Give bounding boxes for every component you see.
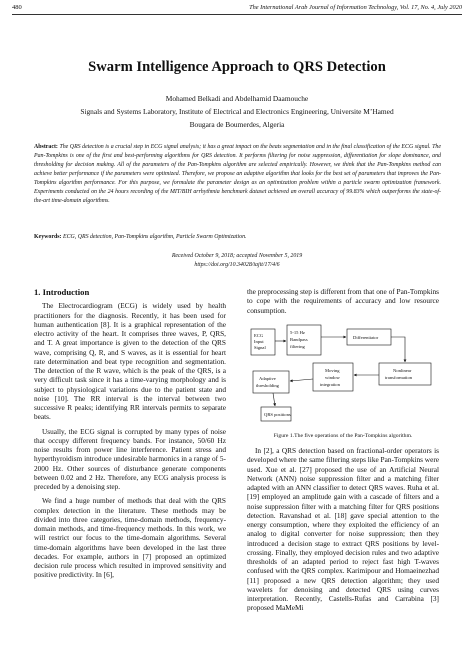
keywords-text: ECG, QRS detection, Pan-Tompkins algorithm, Particle Swarm Optimization. (62, 234, 247, 240)
right-column-bottom (247, 446, 439, 618)
moving-window-node (313, 363, 353, 391)
doi-link[interactable]: https://doi.org/10.34028/iajit/17/4/6 (194, 262, 280, 268)
page-number: 480 (12, 4, 22, 11)
paper-title: Swarm Intelligence Approach to QRS Detection (88, 59, 386, 75)
arrow (391, 337, 405, 362)
arrow (273, 393, 275, 406)
ecg-input-node (251, 329, 275, 355)
nonlinear-label: transformation (385, 375, 413, 380)
nonlinear-transformation-node (379, 363, 431, 385)
affiliation-line-1: Signals and Systems Laboratory, Institute of Electrical and Electronics Engineering, Universite M’Hamed (80, 107, 394, 116)
moving-window-label: integration (320, 382, 340, 387)
paragraph: In [2], a QRS detection based on fractional-order operators is developed where the same filtering steps like Pan-Tompkins were used. Xue et al. [27] proposed the use of an Artificial Neural Network (ANN) noise suppression filter and a matching filter adapted with an ANN classifier to detect QRS waves. Ruha et al. [19] employed an amplitude gain with a cascade of filters and a noise suppression filter with a matching filter for QRS positions detection. Ravanshad et al. [18] gave special attention to the energy consumption, where they exploited the efficiency of an analog to digital converter for noise suppression; then they introduced a decision stage to extract QRS positions by level-crossing. Finally, they employed decision rules and two adaptive thresholds of an adapted period to reject fast high T-waves confused with the QRS complex. Karimipour and Homaeinezhad [11] proposed a new QRS detection algorithm; they used wavelets for denoising and detected QRS using curves interpretation. Recently, Castells-Rufas and Carrabina [3] proposed MaMeMi (247, 446, 439, 613)
adaptive-thresholding-node (253, 371, 289, 393)
running-head (12, 4, 462, 14)
adaptive-label: Adaptive (259, 376, 276, 381)
ecg-input-label: Signal (254, 345, 266, 350)
left-column (34, 288, 226, 585)
abstract (34, 143, 441, 206)
ecg-input-label: ECG (254, 333, 264, 338)
qrs-positions-label: QRS positions (264, 412, 291, 417)
moving-window-label: Moving (325, 368, 340, 373)
differentiator-label: Differentiator (353, 335, 379, 340)
paragraph: the preprocessing step is different from that one of Pan-Tompkins to cope with the requirements of accuracy and low resource consumption. (247, 287, 439, 315)
paragraph: The Electrocardiogram (ECG) is widely used by health practitioners for the diagnosis. Recently, it has been used for human authentication [8]. It is a graphical representation of the electro activity of the heart. It comprises three waves, P, QRS, and T. A great importance is given to the detection of the QRS wave, comprising Q, R, and S waves, as it is essential for heart rate determination and beat type recognition and segmentation. The detection of the R wave, which is the peak of the QRS, is a very difficult task since it has a time-varying morphology and is subject to physiological variations due to the patient state and noise [10]. The RR interval is the interval between two successive R peaks; identifying RR intervals permits to separate beats. (34, 301, 226, 422)
arrow (290, 379, 313, 381)
nonlinear-label: Nonlinear (393, 368, 412, 373)
adaptive-label: thresholding (256, 383, 279, 388)
ecg-input-label: Input (254, 339, 264, 344)
keywords-label: Keywords: (34, 234, 62, 240)
affiliation-line-2: Bougara de Boumerdes, Algeria (189, 120, 285, 129)
bandpass-label: filtering (290, 344, 305, 349)
abstract-text: The QRS detection is a crucial step in ECG signal analysis; it has a great impact on the beats segmentation and in the final classification of the ECG signal. The Pan-Tompkins is one of the first and best-performing algorithms for QRS detection. It performs filtering for noise suppression, differentiation for slope dominance, and thresholding for decision making. All of the parameters of the Pan-Tompkins algorithm are selected empirically. However, we think that the Pan-Tompkins method can achieve better performance if the parameters were optimized. Therefore, we propose an adaptive algorithm that looks for the best set of parameters that improves the Pan-Tompkins algorithm performance. For this purpose, we formulate the parameter design as an optimization problem within a particle swarm optimization framework. Experiments conducted on the 24 hours recording of the MIT/BIH arrhythmia benchmark dataset achieved an overall accuracy of 99.83% which outperforms the state-of-the-art time-domain algorithms. (34, 144, 441, 204)
bandpass-filter-node (287, 325, 321, 355)
pan-tompkins-flow-diagram (249, 323, 437, 429)
qrs-positions-node (261, 407, 291, 421)
abstract-label: Abstract: (34, 144, 58, 150)
header-rule (12, 14, 462, 15)
paragraph: We find a huge number of methods that deal with the QRS complex detection in the literature. These methods may be divided into three categories, time-domain methods, frequency-domain methods, and time-frequency methods. In this work, we will restrict our focus to the time-domain algorithms. Several time-domain algorithms have been developed in the last three decades. For example, authors in [7] proposed an optimized decision rule process which resulted in improved sensitivity and positive predictivity. In [6], (34, 496, 226, 580)
bandpass-label: Bandpass (290, 337, 308, 342)
authors: Mohamed Belkadi and Abdelhamid Daamouche (165, 94, 309, 103)
section-heading-introduction: 1. Introduction (34, 287, 90, 297)
journal-reference: The International Arab Journal of Information Technology, Vol. 17, No. 4, July 2020 (249, 4, 462, 11)
differentiator-node (347, 329, 391, 345)
paragraph: Usually, the ECG signal is corrupted by many types of noise that occupy different frequency bands. For instance, 50/60 Hz noise results from power line interference. Patient stress and hyperthyroidism introduce undesirable harmonics in a range of 5-2000 Hz. Other sources of disturbance generate components between 0.02 and 2 Hz. Therefore, any ECG analysis process is preceded by a denoising step. (34, 426, 226, 491)
bandpass-label: 5-15 Hz (290, 330, 305, 335)
moving-window-label: window (325, 375, 340, 380)
figure-caption: Figure 1.The five operations of the Pan-Tompkins algorithm. (273, 433, 413, 439)
right-column-top (247, 287, 439, 320)
keywords (34, 234, 441, 240)
received-date: Received October 9, 2018; accepted November 5, 2019 (171, 253, 303, 259)
